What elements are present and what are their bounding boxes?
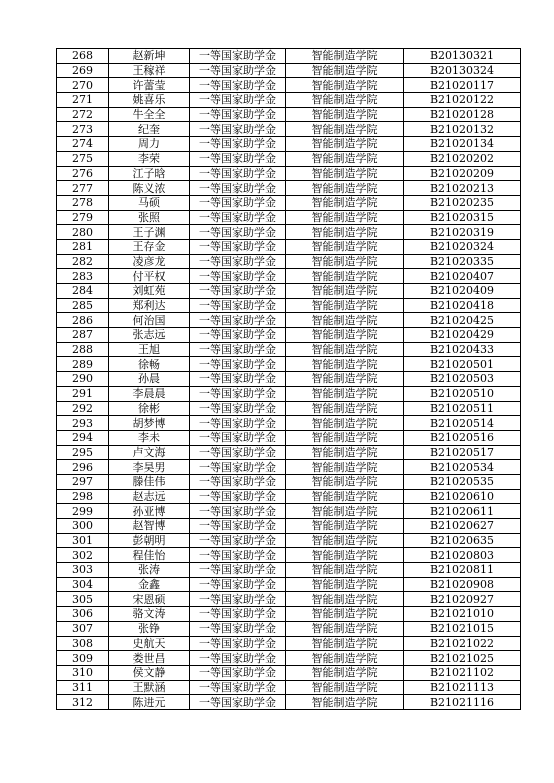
table-row — [57, 489, 521, 504]
student-name-cell: 彭朝明 — [109, 533, 190, 548]
student-id-cell: B21020235 — [404, 195, 521, 210]
table-row — [57, 254, 521, 269]
row-number-cell: 301 — [57, 533, 109, 548]
row-number-cell: 291 — [57, 386, 109, 401]
student-name-cell: 宋恩硕 — [109, 592, 190, 607]
student-name-cell: 郑利达 — [109, 298, 190, 313]
student-name-cell: 金鑫 — [109, 577, 190, 592]
student-name-cell: 牛全全 — [109, 107, 190, 122]
row-number-cell: 272 — [57, 107, 109, 122]
student-id-cell: B21020610 — [404, 489, 521, 504]
grant-type-cell: 一等国家助学金 — [190, 328, 286, 343]
student-id-cell: B21020117 — [404, 78, 521, 93]
table-row — [57, 621, 521, 636]
student-id-cell: B20130324 — [404, 63, 521, 78]
student-name-cell: 李荣 — [109, 151, 190, 166]
student-id-cell: B21020516 — [404, 430, 521, 445]
grant-type-cell: 一等国家助学金 — [190, 533, 286, 548]
roster-table-body — [57, 49, 521, 710]
college-cell: 智能制造学院 — [286, 284, 404, 299]
student-id-cell: B21020134 — [404, 137, 521, 152]
college-cell: 智能制造学院 — [286, 49, 404, 64]
student-name-cell: 纪奎 — [109, 122, 190, 137]
student-id-cell: B21021010 — [404, 607, 521, 622]
table-row — [57, 342, 521, 357]
college-cell: 智能制造学院 — [286, 93, 404, 108]
table-row — [57, 636, 521, 651]
student-name-cell: 滕佳伟 — [109, 474, 190, 489]
college-cell: 智能制造学院 — [286, 386, 404, 401]
grant-type-cell: 一等国家助学金 — [190, 563, 286, 578]
row-number-cell: 311 — [57, 680, 109, 695]
grant-type-cell: 一等国家助学金 — [190, 577, 286, 592]
college-cell: 智能制造学院 — [286, 137, 404, 152]
grant-type-cell: 一等国家助学金 — [190, 269, 286, 284]
table-row — [57, 577, 521, 592]
row-number-cell: 289 — [57, 357, 109, 372]
row-number-cell: 273 — [57, 122, 109, 137]
student-name-cell: 赵志远 — [109, 489, 190, 504]
row-number-cell: 304 — [57, 577, 109, 592]
row-number-cell: 297 — [57, 474, 109, 489]
student-name-cell: 张照 — [109, 210, 190, 225]
row-number-cell: 281 — [57, 239, 109, 254]
college-cell: 智能制造学院 — [286, 533, 404, 548]
grant-type-cell: 一等国家助学金 — [190, 519, 286, 534]
college-cell: 智能制造学院 — [286, 416, 404, 431]
student-name-cell: 徐畅 — [109, 357, 190, 372]
row-number-cell: 310 — [57, 665, 109, 680]
student-id-cell: B21020511 — [404, 401, 521, 416]
table-row — [57, 328, 521, 343]
student-name-cell: 赵新坤 — [109, 49, 190, 64]
grant-type-cell: 一等国家助学金 — [190, 372, 286, 387]
student-id-cell: B21020908 — [404, 577, 521, 592]
grant-type-cell: 一等国家助学金 — [190, 474, 286, 489]
student-id-cell: B21020315 — [404, 210, 521, 225]
college-cell: 智能制造学院 — [286, 519, 404, 534]
student-name-cell: 王默涵 — [109, 680, 190, 695]
college-cell: 智能制造学院 — [286, 313, 404, 328]
college-cell: 智能制造学院 — [286, 151, 404, 166]
table-row — [57, 122, 521, 137]
student-name-cell: 张志远 — [109, 328, 190, 343]
student-name-cell: 李晨晨 — [109, 386, 190, 401]
row-number-cell: 309 — [57, 651, 109, 666]
student-id-cell: B21021015 — [404, 621, 521, 636]
grant-type-cell: 一等国家助学金 — [190, 651, 286, 666]
college-cell: 智能制造学院 — [286, 445, 404, 460]
row-number-cell: 277 — [57, 181, 109, 196]
row-number-cell: 278 — [57, 195, 109, 210]
grant-type-cell: 一等国家助学金 — [190, 122, 286, 137]
college-cell: 智能制造学院 — [286, 563, 404, 578]
college-cell: 智能制造学院 — [286, 460, 404, 475]
grant-type-cell: 一等国家助学金 — [190, 181, 286, 196]
college-cell: 智能制造学院 — [286, 401, 404, 416]
grant-type-cell: 一等国家助学金 — [190, 63, 286, 78]
grant-type-cell: 一等国家助学金 — [190, 298, 286, 313]
table-row — [57, 533, 521, 548]
college-cell: 智能制造学院 — [286, 651, 404, 666]
student-id-cell: B21020503 — [404, 372, 521, 387]
table-row — [57, 210, 521, 225]
student-name-cell: 周力 — [109, 137, 190, 152]
grant-type-cell: 一等国家助学金 — [190, 607, 286, 622]
table-row — [57, 519, 521, 534]
grant-type-cell: 一等国家助学金 — [190, 225, 286, 240]
row-number-cell: 284 — [57, 284, 109, 299]
grant-type-cell: 一等国家助学金 — [190, 401, 286, 416]
college-cell: 智能制造学院 — [286, 181, 404, 196]
grant-type-cell: 一等国家助学金 — [190, 195, 286, 210]
student-id-cell: B21020517 — [404, 445, 521, 460]
grant-type-cell: 一等国家助学金 — [190, 504, 286, 519]
college-cell: 智能制造学院 — [286, 695, 404, 710]
row-number-cell: 292 — [57, 401, 109, 416]
student-id-cell: B21020407 — [404, 269, 521, 284]
grant-type-cell: 一等国家助学金 — [190, 254, 286, 269]
grant-type-cell: 一等国家助学金 — [190, 621, 286, 636]
student-name-cell: 卢文海 — [109, 445, 190, 460]
table-row — [57, 63, 521, 78]
row-number-cell: 308 — [57, 636, 109, 651]
student-name-cell: 骆文涛 — [109, 607, 190, 622]
student-id-cell: B21020132 — [404, 122, 521, 137]
grant-type-cell: 一等国家助学金 — [190, 166, 286, 181]
student-id-cell: B21020128 — [404, 107, 521, 122]
row-number-cell: 275 — [57, 151, 109, 166]
grant-type-cell: 一等国家助学金 — [190, 93, 286, 108]
student-name-cell: 刘虹苑 — [109, 284, 190, 299]
student-id-cell: B21020803 — [404, 548, 521, 563]
student-name-cell: 侯文静 — [109, 665, 190, 680]
grant-type-cell: 一等国家助学金 — [190, 592, 286, 607]
college-cell: 智能制造学院 — [286, 665, 404, 680]
college-cell: 智能制造学院 — [286, 254, 404, 269]
college-cell: 智能制造学院 — [286, 210, 404, 225]
student-name-cell: 史航天 — [109, 636, 190, 651]
college-cell: 智能制造学院 — [286, 357, 404, 372]
row-number-cell: 312 — [57, 695, 109, 710]
row-number-cell: 285 — [57, 298, 109, 313]
student-name-cell: 张铮 — [109, 621, 190, 636]
row-number-cell: 306 — [57, 607, 109, 622]
student-name-cell: 李昊男 — [109, 460, 190, 475]
table-row — [57, 460, 521, 475]
table-row — [57, 49, 521, 64]
table-row — [57, 372, 521, 387]
grant-type-cell: 一等国家助学金 — [190, 386, 286, 401]
grant-type-cell: 一等国家助学金 — [190, 489, 286, 504]
grant-type-cell: 一等国家助学金 — [190, 430, 286, 445]
table-row — [57, 313, 521, 328]
grant-type-cell: 一等国家助学金 — [190, 342, 286, 357]
table-row — [57, 269, 521, 284]
student-name-cell: 王旭 — [109, 342, 190, 357]
college-cell: 智能制造学院 — [286, 269, 404, 284]
student-name-cell: 何治国 — [109, 313, 190, 328]
table-row — [57, 386, 521, 401]
college-cell: 智能制造学院 — [286, 474, 404, 489]
grant-type-cell: 一等国家助学金 — [190, 680, 286, 695]
student-id-cell: B21020514 — [404, 416, 521, 431]
table-row — [57, 107, 521, 122]
student-id-cell: B21021022 — [404, 636, 521, 651]
college-cell: 智能制造学院 — [286, 548, 404, 563]
student-id-cell: B21020627 — [404, 519, 521, 534]
student-id-cell: B21020635 — [404, 533, 521, 548]
college-cell: 智能制造学院 — [286, 636, 404, 651]
student-name-cell: 王子渊 — [109, 225, 190, 240]
row-number-cell: 269 — [57, 63, 109, 78]
table-row — [57, 284, 521, 299]
row-number-cell: 295 — [57, 445, 109, 460]
table-row — [57, 416, 521, 431]
table-row — [57, 430, 521, 445]
student-id-cell: B21020213 — [404, 181, 521, 196]
student-name-cell: 赵智博 — [109, 519, 190, 534]
table-row — [57, 563, 521, 578]
row-number-cell: 302 — [57, 548, 109, 563]
table-row — [57, 592, 521, 607]
college-cell: 智能制造学院 — [286, 225, 404, 240]
college-cell: 智能制造学院 — [286, 489, 404, 504]
student-id-cell: B21021116 — [404, 695, 521, 710]
college-cell: 智能制造学院 — [286, 166, 404, 181]
grant-type-cell: 一等国家助学金 — [190, 137, 286, 152]
row-number-cell: 294 — [57, 430, 109, 445]
student-id-cell: B21020510 — [404, 386, 521, 401]
grant-type-cell: 一等国家助学金 — [190, 107, 286, 122]
table-row — [57, 239, 521, 254]
student-id-cell: B21020319 — [404, 225, 521, 240]
grant-type-cell: 一等国家助学金 — [190, 210, 286, 225]
table-row — [57, 695, 521, 710]
grant-type-cell: 一等国家助学金 — [190, 548, 286, 563]
college-cell: 智能制造学院 — [286, 122, 404, 137]
table-row — [57, 651, 521, 666]
table-row — [57, 401, 521, 416]
grant-type-cell: 一等国家助学金 — [190, 239, 286, 254]
grant-type-cell: 一等国家助学金 — [190, 78, 286, 93]
student-id-cell: B21020429 — [404, 328, 521, 343]
table-row — [57, 93, 521, 108]
college-cell: 智能制造学院 — [286, 504, 404, 519]
row-number-cell: 299 — [57, 504, 109, 519]
table-row — [57, 225, 521, 240]
student-id-cell: B21020202 — [404, 151, 521, 166]
college-cell: 智能制造学院 — [286, 680, 404, 695]
student-name-cell: 胡梦博 — [109, 416, 190, 431]
student-name-cell: 李未 — [109, 430, 190, 445]
table-row — [57, 680, 521, 695]
student-name-cell: 凌彦龙 — [109, 254, 190, 269]
student-id-cell: B21020501 — [404, 357, 521, 372]
student-id-cell: B21020425 — [404, 313, 521, 328]
table-row — [57, 298, 521, 313]
college-cell: 智能制造学院 — [286, 195, 404, 210]
row-number-cell: 287 — [57, 328, 109, 343]
row-number-cell: 293 — [57, 416, 109, 431]
grant-type-cell: 一等国家助学金 — [190, 357, 286, 372]
grant-type-cell: 一等国家助学金 — [190, 665, 286, 680]
grant-type-cell: 一等国家助学金 — [190, 313, 286, 328]
college-cell: 智能制造学院 — [286, 107, 404, 122]
row-number-cell: 290 — [57, 372, 109, 387]
row-number-cell: 276 — [57, 166, 109, 181]
college-cell: 智能制造学院 — [286, 328, 404, 343]
student-id-cell: B21021025 — [404, 651, 521, 666]
student-id-cell: B21020409 — [404, 284, 521, 299]
row-number-cell: 271 — [57, 93, 109, 108]
row-number-cell: 303 — [57, 563, 109, 578]
student-name-cell: 陈义浓 — [109, 181, 190, 196]
student-id-cell: B21020811 — [404, 563, 521, 578]
table-row — [57, 607, 521, 622]
college-cell: 智能制造学院 — [286, 342, 404, 357]
student-name-cell: 付平权 — [109, 269, 190, 284]
table-row — [57, 166, 521, 181]
grant-type-cell: 一等国家助学金 — [190, 284, 286, 299]
college-cell: 智能制造学院 — [286, 592, 404, 607]
student-id-cell: B21021102 — [404, 665, 521, 680]
row-number-cell: 274 — [57, 137, 109, 152]
table-row — [57, 195, 521, 210]
college-cell: 智能制造学院 — [286, 607, 404, 622]
student-id-cell: B21020324 — [404, 239, 521, 254]
grant-type-cell: 一等国家助学金 — [190, 695, 286, 710]
student-id-cell: B21021113 — [404, 680, 521, 695]
student-id-cell: B21020534 — [404, 460, 521, 475]
row-number-cell: 307 — [57, 621, 109, 636]
table-row — [57, 151, 521, 166]
row-number-cell: 298 — [57, 489, 109, 504]
row-number-cell: 283 — [57, 269, 109, 284]
student-name-cell: 张涛 — [109, 563, 190, 578]
table-row — [57, 78, 521, 93]
student-name-cell: 孙亚博 — [109, 504, 190, 519]
row-number-cell: 296 — [57, 460, 109, 475]
table-row — [57, 357, 521, 372]
grant-type-cell: 一等国家助学金 — [190, 49, 286, 64]
college-cell: 智能制造学院 — [286, 63, 404, 78]
college-cell: 智能制造学院 — [286, 577, 404, 592]
student-id-cell: B21020927 — [404, 592, 521, 607]
table-row — [57, 504, 521, 519]
grant-type-cell: 一等国家助学金 — [190, 445, 286, 460]
row-number-cell: 268 — [57, 49, 109, 64]
grant-type-cell: 一等国家助学金 — [190, 636, 286, 651]
student-id-cell: B21020611 — [404, 504, 521, 519]
college-cell: 智能制造学院 — [286, 621, 404, 636]
table-row — [57, 665, 521, 680]
college-cell: 智能制造学院 — [286, 239, 404, 254]
student-name-cell: 马硕 — [109, 195, 190, 210]
student-name-cell: 娄世昌 — [109, 651, 190, 666]
row-number-cell: 300 — [57, 519, 109, 534]
student-id-cell: B21020535 — [404, 474, 521, 489]
student-name-cell: 陈进元 — [109, 695, 190, 710]
row-number-cell: 288 — [57, 342, 109, 357]
row-number-cell: 286 — [57, 313, 109, 328]
student-name-cell: 程佳怡 — [109, 548, 190, 563]
row-number-cell: 305 — [57, 592, 109, 607]
student-id-cell: B20130321 — [404, 49, 521, 64]
table-row — [57, 548, 521, 563]
table-row — [57, 181, 521, 196]
student-id-cell: B21020209 — [404, 166, 521, 181]
student-id-cell: B21020122 — [404, 93, 521, 108]
row-number-cell: 282 — [57, 254, 109, 269]
student-id-cell: B21020418 — [404, 298, 521, 313]
student-name-cell: 王稼祥 — [109, 63, 190, 78]
student-name-cell: 姚喜乐 — [109, 93, 190, 108]
student-name-cell: 许蕾莹 — [109, 78, 190, 93]
college-cell: 智能制造学院 — [286, 298, 404, 313]
row-number-cell: 270 — [57, 78, 109, 93]
grant-type-cell: 一等国家助学金 — [190, 416, 286, 431]
student-name-cell: 徐彬 — [109, 401, 190, 416]
student-name-cell: 孙晨 — [109, 372, 190, 387]
college-cell: 智能制造学院 — [286, 430, 404, 445]
table-row — [57, 474, 521, 489]
table-row — [57, 137, 521, 152]
grant-type-cell: 一等国家助学金 — [190, 460, 286, 475]
student-name-cell: 江子晗 — [109, 166, 190, 181]
table-row — [57, 445, 521, 460]
student-name-cell: 王存金 — [109, 239, 190, 254]
grant-type-cell: 一等国家助学金 — [190, 151, 286, 166]
roster-table — [56, 48, 521, 710]
student-id-cell: B21020433 — [404, 342, 521, 357]
college-cell: 智能制造学院 — [286, 78, 404, 93]
student-id-cell: B21020335 — [404, 254, 521, 269]
college-cell: 智能制造学院 — [286, 372, 404, 387]
row-number-cell: 279 — [57, 210, 109, 225]
row-number-cell: 280 — [57, 225, 109, 240]
